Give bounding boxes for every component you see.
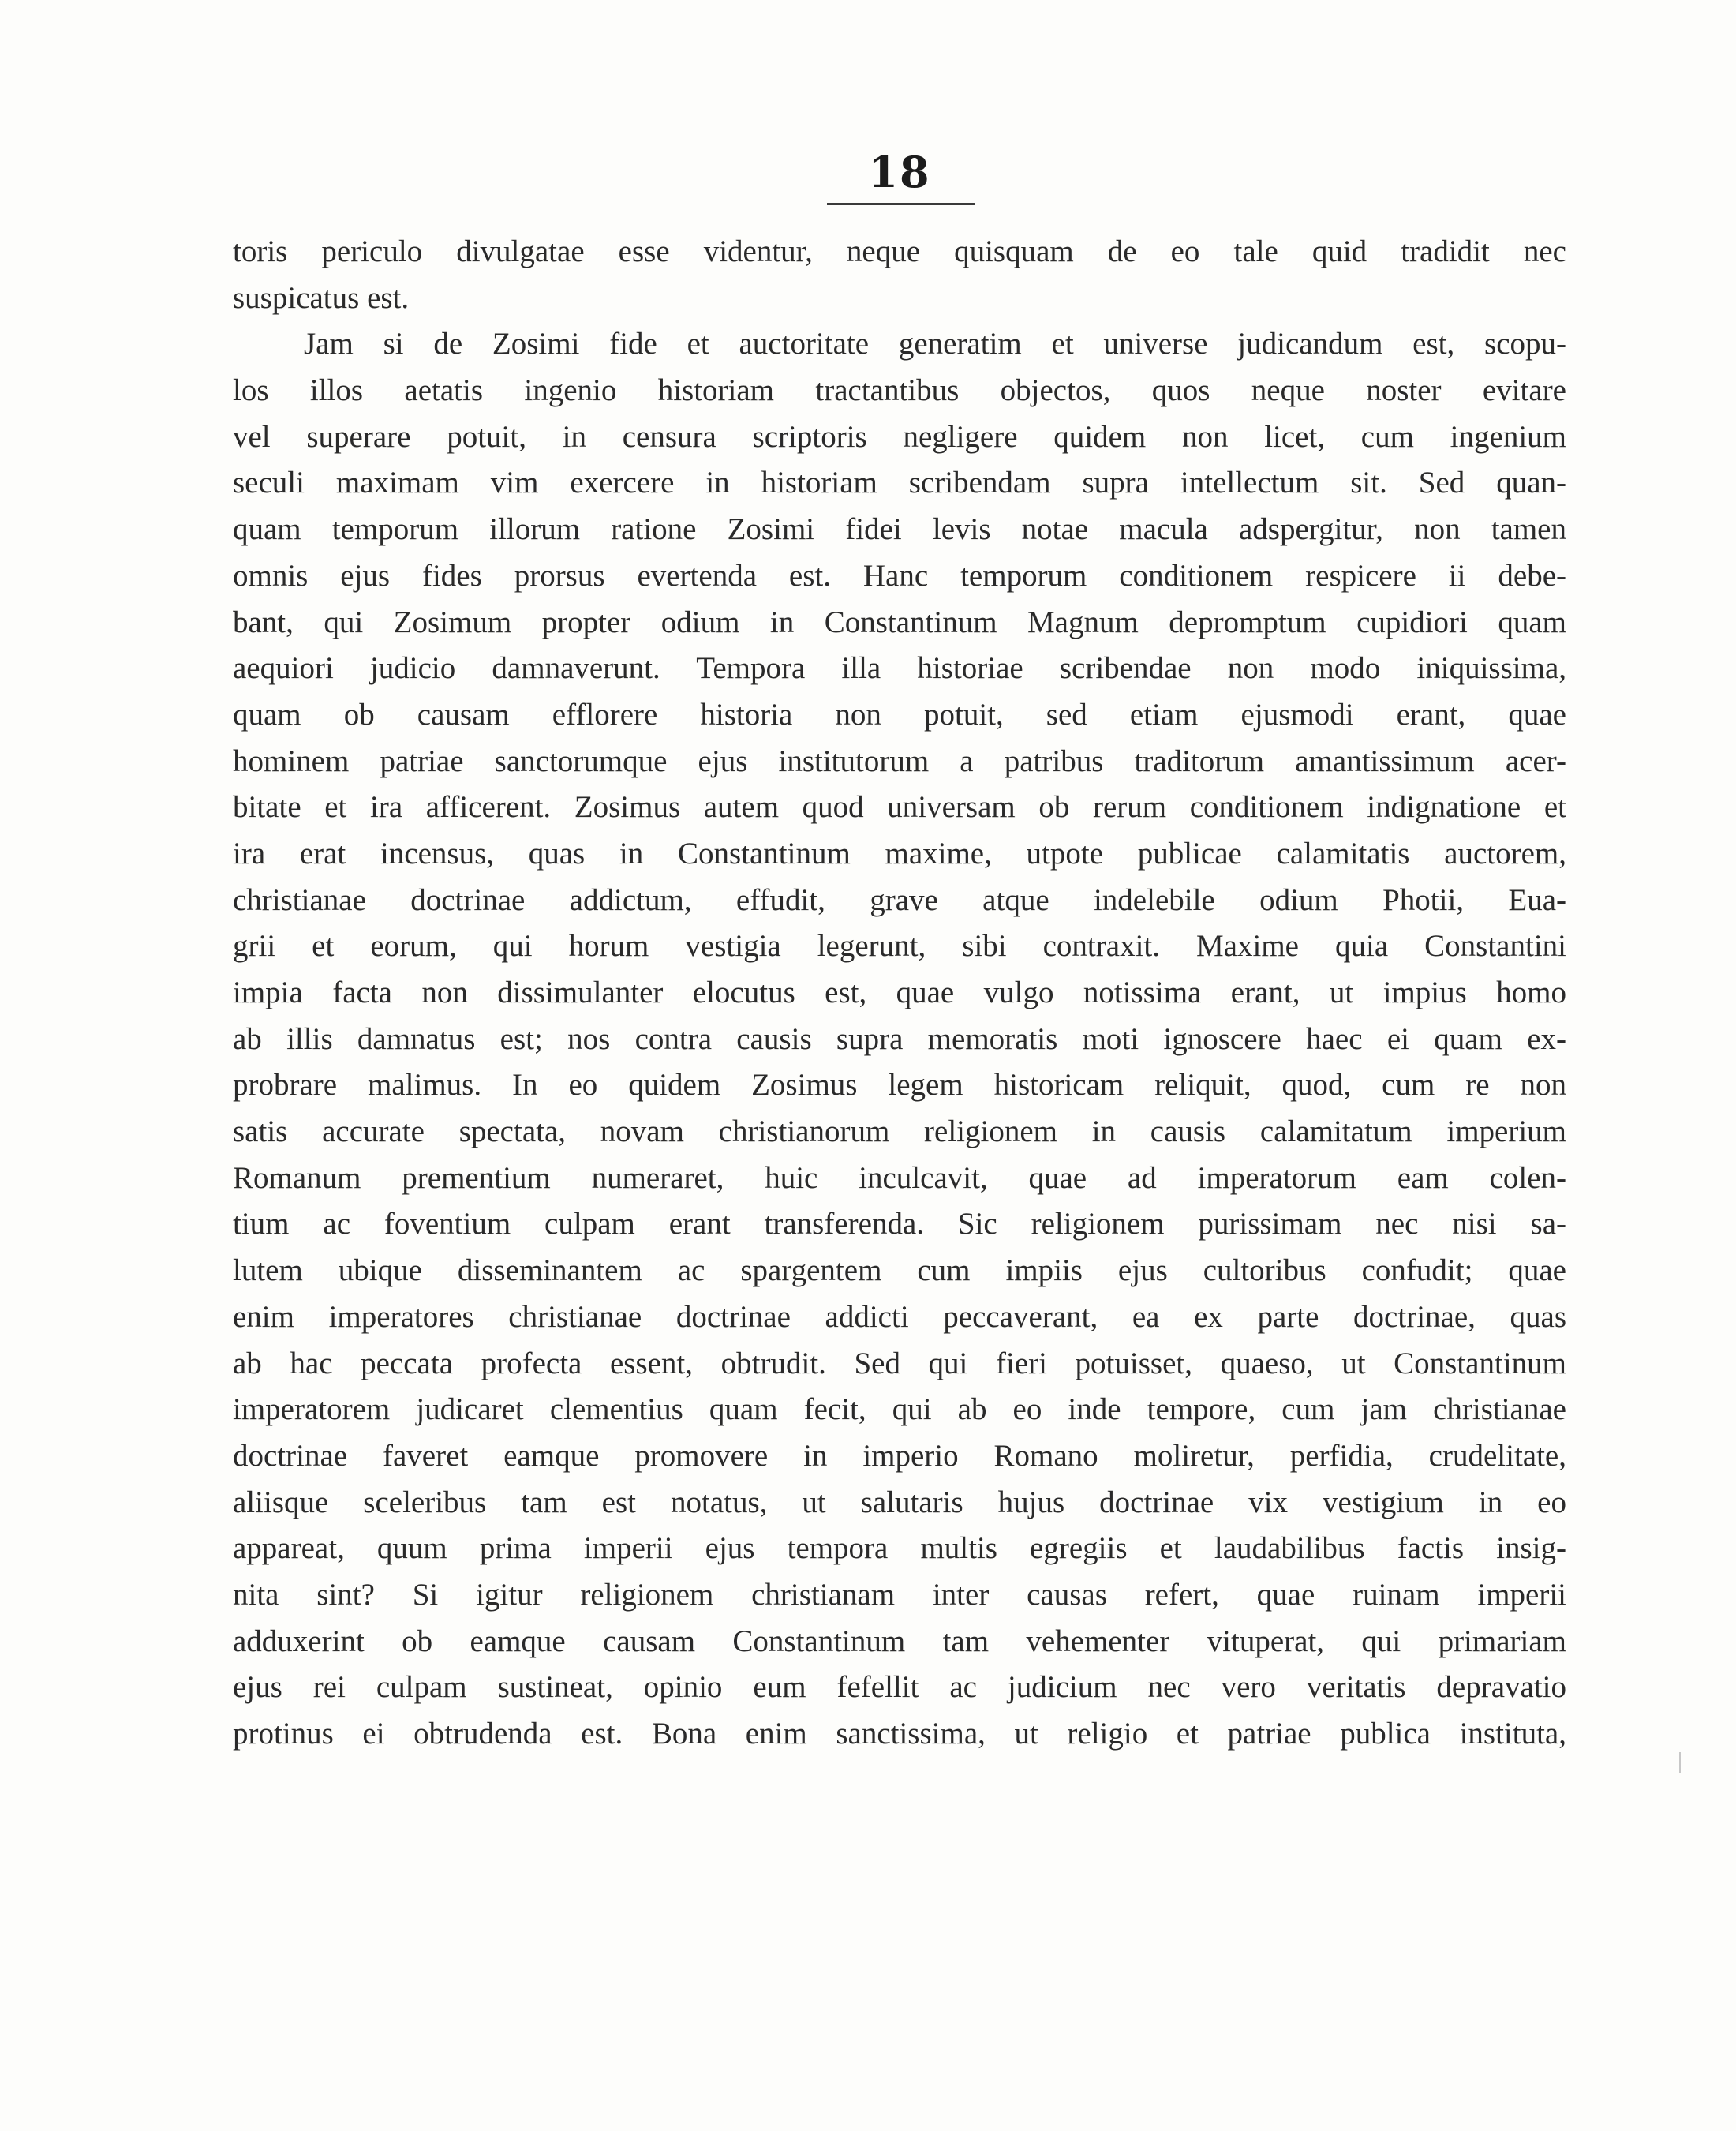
- text-line: christianae doctrinae addictum, effudit, grave atque indelebile odium Photii, Eua-: [233, 882, 1566, 917]
- text-line: appareat, quum prima imperii ejus tempora multis egregiis et laudabilibus factis insig-: [233, 1531, 1566, 1566]
- text-line: protinus ei obtrudenda est. Bona enim sanctissima, ut religio et patriae publica instituta,: [233, 1717, 1566, 1751]
- header-rule: [827, 203, 975, 205]
- text-line: quam temporum illorum ratione Zosimi fidei levis notae macula adspergitur, non tamen: [233, 512, 1566, 547]
- text-line: Romanum prementium numeraret, huic inculcavit, quae ad imperatorum eam colen-: [233, 1160, 1566, 1195]
- page-number: 18: [868, 147, 931, 197]
- text-line: los illos aetatis ingenio historiam tractantibus objectos, quos neque noster evitare: [233, 373, 1566, 408]
- text-line: aequiori judicio damnaverunt. Tempora illa historiae scribendae non modo iniquissima,: [233, 651, 1566, 686]
- text-line: toris periculo divulgatae esse videntur, neque quisquam de eo tale quid tradidit nec: [233, 234, 1566, 268]
- text-line: imperatorem judicaret clementius quam fecit, qui ab eo inde tempore, cum jam christianae: [233, 1392, 1566, 1427]
- paragraph-start-line: Jam si de Zosimi fide et auctoritate generatim et universe judicandum est, scopu-: [304, 327, 1566, 361]
- scan-margin-mark: [1679, 1752, 1681, 1773]
- text-line: ab illis damnatus est; nos contra causis supra memoratis moti ignoscere haec ei quam ex-: [233, 1021, 1566, 1056]
- text-line: satis accurate spectata, novam christianorum religionem in causis calamitatum imperium: [233, 1114, 1566, 1149]
- text-line: vel superare potuit, in censura scriptoris negligere quidem non licet, cum ingenium: [233, 419, 1566, 454]
- text-line: ira erat incensus, quas in Constantinum maxime, utpote publicae calamitatis auctorem,: [233, 836, 1566, 871]
- text-line: adduxerint ob eamque causam Constantinum tam vehementer vituperat, qui primariam: [233, 1624, 1566, 1658]
- text-line: lutem ubique disseminantem ac spargentem cum impiis ejus cultoribus confudit; quae: [233, 1253, 1566, 1288]
- text-line: impia facta non dissimulanter elocutus est, quae vulgo notissima erant, ut impius homo: [233, 976, 1566, 1009]
- text-line: quam ob causam efflorere historia non potuit, sed etiam ejusmodi erant, quae: [233, 697, 1566, 732]
- text-line: suspicatus est.: [233, 280, 410, 315]
- text-line: probrare malimus. In eo quidem Zosimus legem historicam reliquit, quod, cum re non: [233, 1068, 1566, 1103]
- text-line: omnis ejus fides prorsus evertenda est. Hanc temporum conditionem respicere ii debe-: [233, 558, 1566, 593]
- text-line: bitate et ira afficerent. Zosimus autem quod universam ob rerum conditionem indignatione et: [233, 790, 1566, 825]
- text-line: aliisque sceleribus tam est notatus, ut salutaris hujus doctrinae vix vestigium in eo: [233, 1485, 1566, 1519]
- body-text: [233, 229, 1566, 1758]
- text-line: ejus rei culpam sustineat, opinio eum fefellit ac judicium nec vero veritatis depravatio: [233, 1670, 1566, 1705]
- text-line: enim imperatores christianae doctrinae addicti peccaverant, ea ex parte doctrinae, quas: [233, 1299, 1566, 1334]
- text-line: grii et eorum, qui horum vestigia legerunt, sibi contraxit. Maxime quia Constantini: [233, 929, 1566, 964]
- text-line: nita sint? Si igitur religionem christianam inter causas refert, quae ruinam imperii: [233, 1577, 1566, 1612]
- text-line: tium ac foventium culpam erant transferenda. Sic religionem purissimam nec nisi sa-: [233, 1207, 1566, 1242]
- text-line: seculi maximam vim exercere in historiam scribendam supra intellectum sit. Sed quan-: [233, 466, 1566, 500]
- text-line: bant, qui Zosimum propter odium in Constantinum Magnum depromptum cupidiori quam: [233, 605, 1566, 639]
- text-line: hominem patriae sanctorumque ejus institutorum a patribus traditorum amantissimum acer-: [233, 743, 1566, 778]
- text-line: ab hac peccata profecta essent, obtrudit. Sed qui fieri potuisset, quaeso, ut Constantinum: [233, 1346, 1566, 1380]
- text-line: doctrinae faveret eamque promovere in imperio Romano moliretur, perfidia, crudelitate,: [233, 1438, 1566, 1473]
